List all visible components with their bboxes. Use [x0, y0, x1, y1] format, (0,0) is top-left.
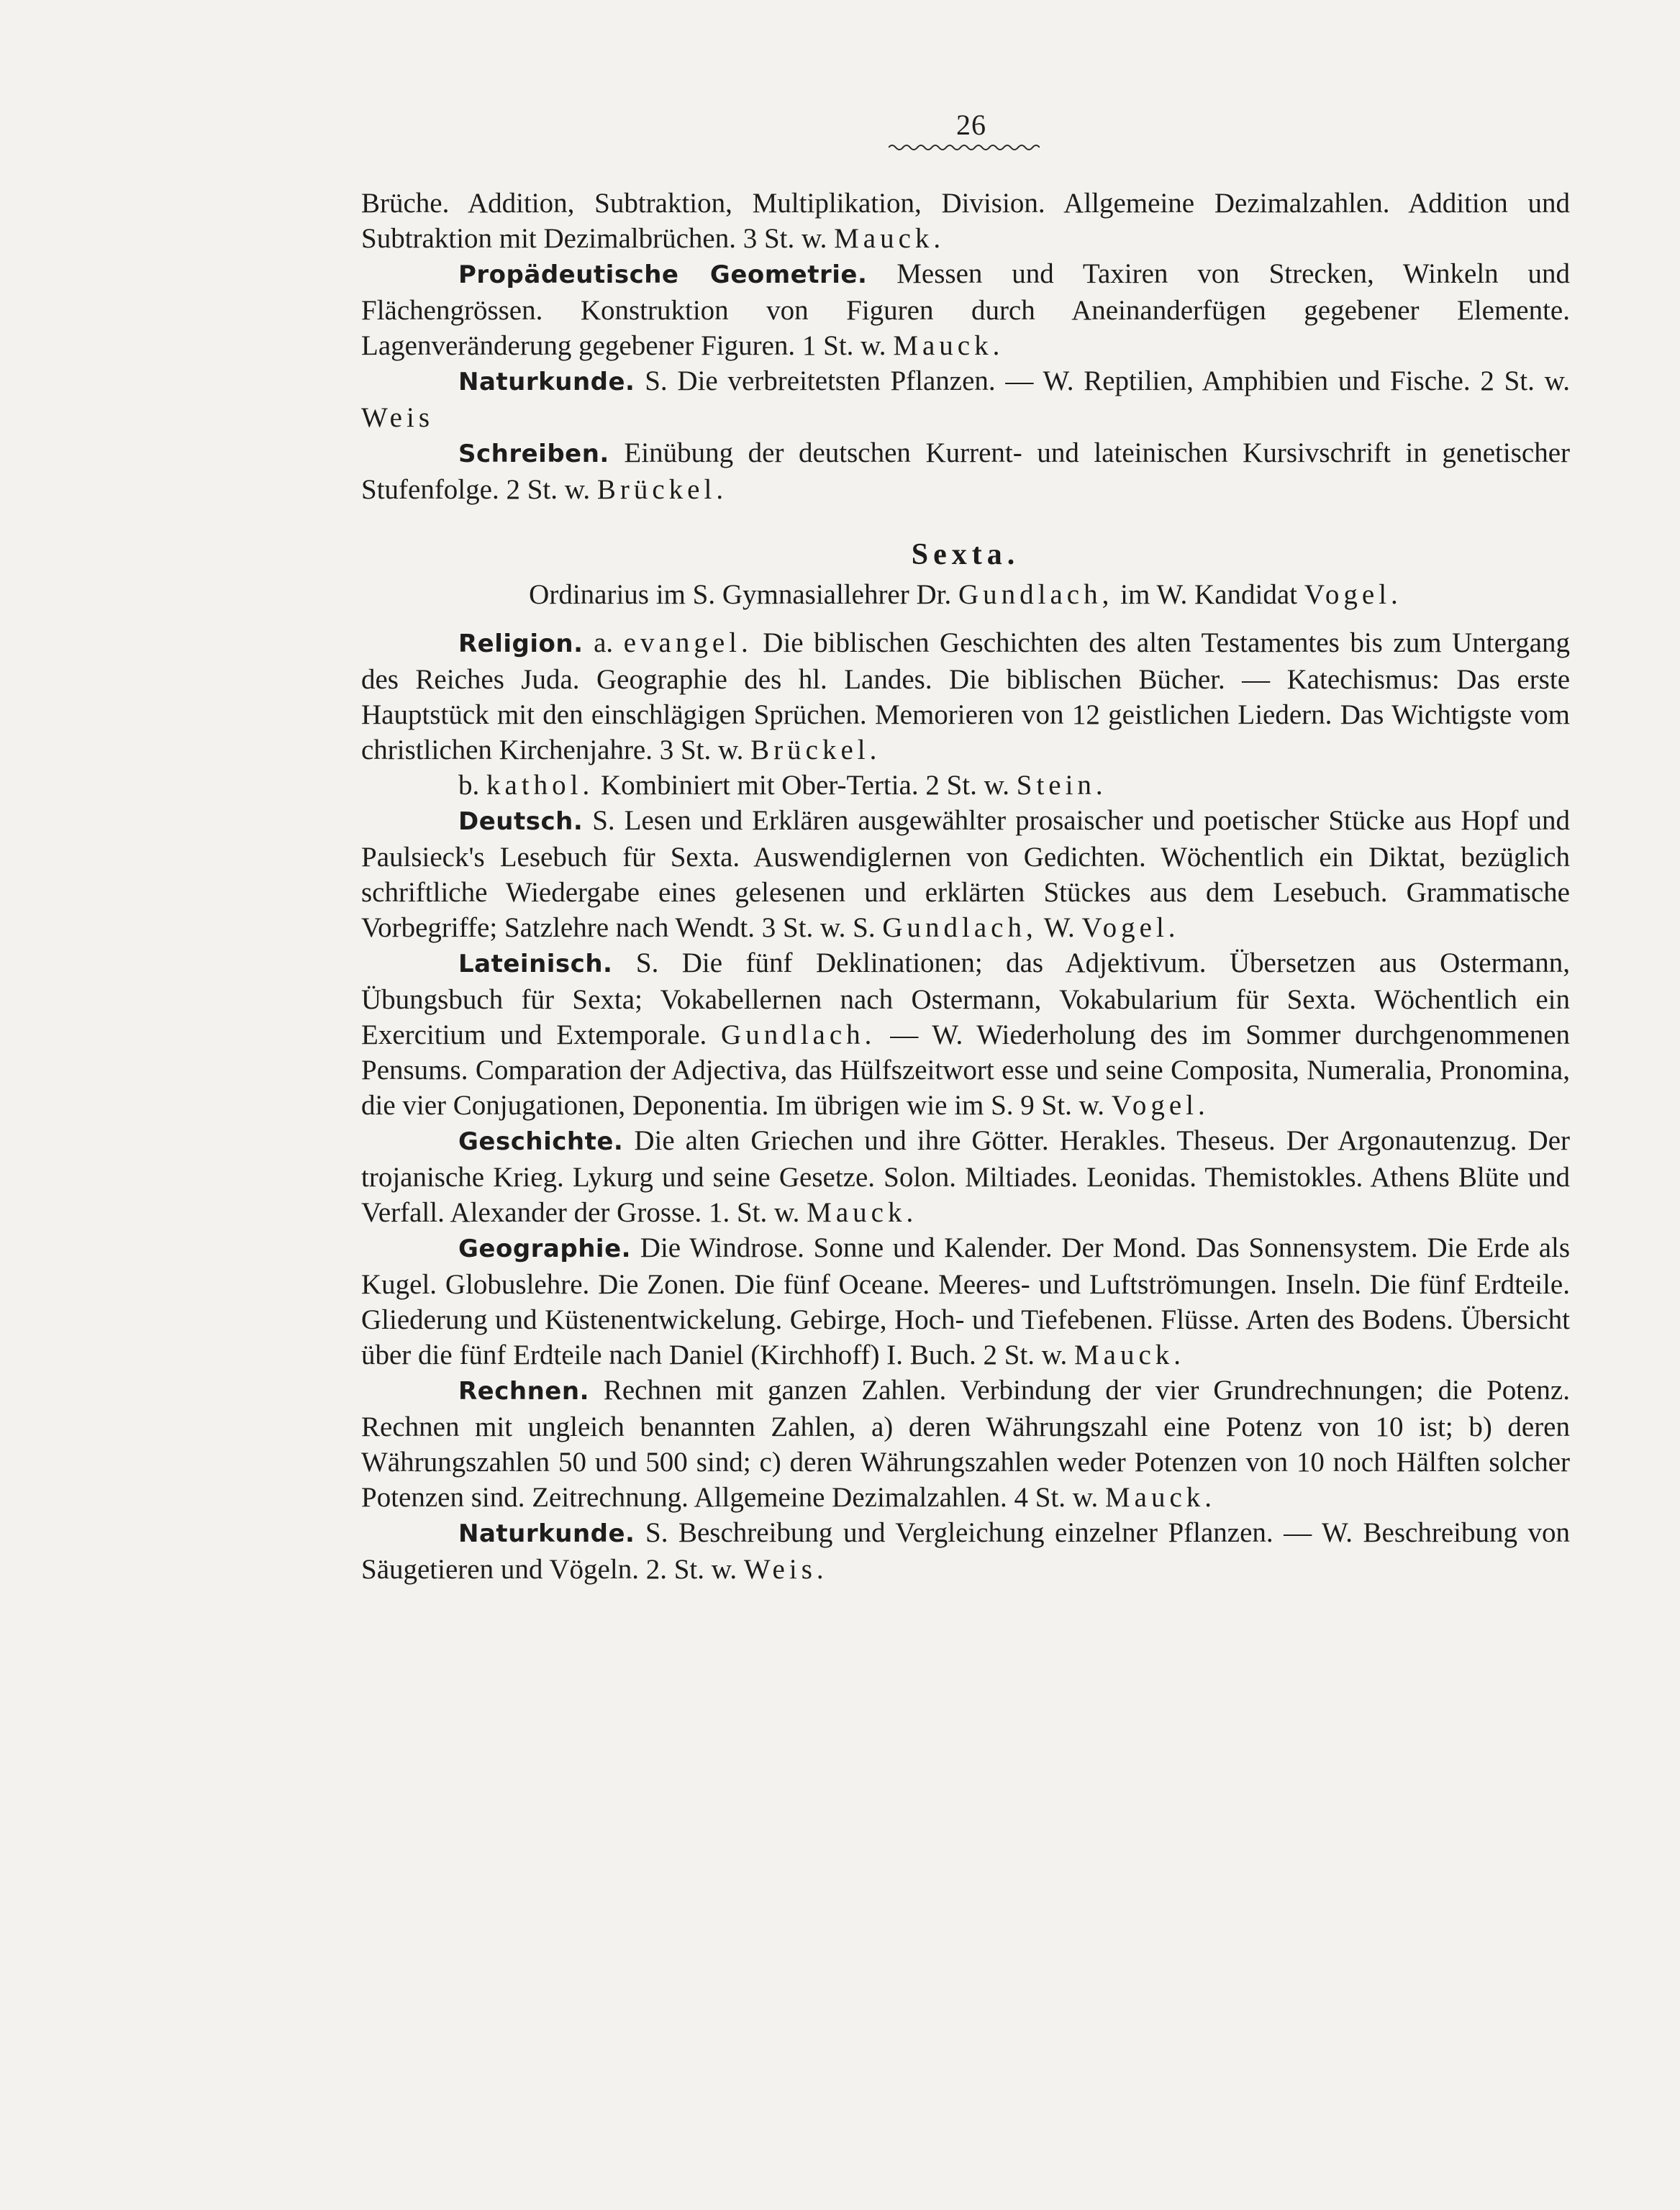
paragraph-text: Die alten Griechen und ihre Götter. Herakles. Theseus. Der Argonautenzug. Der trojanische Krieg. Lykurg und seine Gesetze. Solon. Miltiades. Leonidas. Themistokles. Athens Blüte und Verfall. Alexander der Grosse. 1. St. w. — [361, 1125, 1571, 1228]
teacher-name: Gundlach, — [882, 912, 1037, 943]
paragraph-geometrie — [361, 256, 1570, 363]
teacher-name: Mauck. — [834, 223, 945, 254]
teacher-name: Gundlach, — [958, 579, 1114, 610]
paragraph-deutsch — [361, 803, 1570, 945]
paragraph-text: Die Windrose. Sonne und Kalender. Der Mond. Das Sonnensystem. Die Erde als Kugel. Globuslehre. Die Zonen. Die fünf Oceane. Meeres- und Luftströmungen. Inseln. Die fünf Erdteile. Gliederung und Küstenentwickelung. Gebirge, Hoch- und Tiefebenen. Flüsse. Arten des Bodens. Übersicht über die fünf Erdteile nach Daniel (Kirchhoff) I. Buch. 2 St. w. — [361, 1232, 1571, 1370]
main-text — [361, 186, 1570, 1587]
paragraph-text-middle: W. — [1043, 912, 1075, 943]
subject-heading: Lateinisch. — [458, 950, 613, 978]
paragraph-text: S. Die fünf Deklinationen; das Adjektivum. Übersetzen aus Ostermann, Übungsbuch für Sexta; Vokabellernen nach Ostermann, Vokabularium für Sexta. Wöchentlich ein Exercitium und Extemporale. — [361, 947, 1570, 1050]
teacher-name: Vogel. — [1081, 912, 1180, 943]
paragraph-text: Einübung der deutschen Kurrent- und lateinischen Kursivschrift in genetischer Stufenfolge. 2 St. w. — [361, 437, 1571, 505]
teacher-name: Mauck. — [893, 330, 1004, 361]
paragraph-text: Brüche. Addition, Subtraktion, Multiplikation, Division. Allgemeine Dezimalzahlen. Addition und Subtraktion mit Dezimalbrüchen. 3 St. w. — [361, 188, 1570, 254]
teacher-name: Brückel. — [750, 735, 881, 765]
subject-heading: Geographie. — [458, 1234, 632, 1263]
paragraph-geographie — [361, 1230, 1570, 1373]
subject-heading: Religion. — [458, 629, 584, 658]
paragraph-text: — W. Wiederholung des im Sommer durchgenommenen Pensums. Comparation der Adjectiva, das Hülfszeitwort esse und seine Composita, Numeralia, Pronomina, die vier Conjugationen, Deponentia. Im übrigen wie im S. 9 St. w. — [361, 1019, 1571, 1121]
paragraph-text: Kombiniert mit Ober-Tertia. 2 St. w. — [600, 770, 1009, 801]
paragraph-geschichte — [361, 1123, 1570, 1230]
paragraph-text: S. Beschreibung und Vergleichung einzelner Pflanzen. — W. Beschreibung von Säugetieren und Vögeln. 2. St. w. — [361, 1517, 1570, 1585]
teacher-name: Vogel. — [1304, 579, 1402, 610]
page-number: 26 — [956, 109, 986, 141]
teacher-name: Mauck. — [807, 1197, 918, 1228]
teacher-name: Gundlach. — [721, 1019, 876, 1050]
teacher-name: Stein. — [1016, 770, 1107, 801]
paragraph-text: Messen und Taxiren von Strecken, Winkeln und Flächengrössen. Konstruktion von Figuren durch Aneinanderfügen gegebener Elemente. Lagenveränderung gegebener Figuren. 1 St. w. — [361, 258, 1570, 361]
ordinarius-middle: im W. Kandidat — [1120, 579, 1298, 610]
section-title-sexta: Sexta. — [911, 538, 1020, 571]
wavy-rule-ornament — [889, 142, 1040, 153]
paragraph-rechnen — [361, 1373, 1570, 1515]
subject-heading: Schreiben. — [458, 440, 609, 468]
teacher-name: Mauck. — [1073, 1340, 1186, 1370]
paragraph-schreiben — [361, 435, 1570, 507]
religion-label-b: b. — [458, 770, 480, 801]
ordinarius-line — [361, 577, 1570, 612]
paragraph-text: Rechnen mit ganzen Zahlen. Verbindung der vier Grundrechnungen; die Potenz. Rechnen mit ungleich benannten Zahlen, a) deren Währungszahl eine Potenz von 10 ist; b) deren Währungszahlen 50 und 500 sind; c) deren Währungszahlen weder Potenzen von 10 noch Hälften solcher Potenzen sind. Zeitrechnung. Allgemeine Dezimalzahlen. 4 St. w. — [361, 1375, 1570, 1513]
paragraph-text: S. Lesen und Erklären ausgewählter prosaischer und poetischer Stücke aus Hopf und Paulsieck's Lesebuch für Sexta. Auswendiglernen von Gedichten. Wöchentlich ein Diktat, bezüglich schriftliche Wiedergabe eines gelesenen und erklärten Stückes aus dem Lesebuch. Grammatische Vorbegriffe; Satzlehre nach Wendt. 3 St. w. S. — [361, 805, 1571, 943]
subject-heading: Naturkunde. — [458, 368, 635, 396]
religion-denomination-b: kathol. — [486, 770, 594, 801]
teacher-name: Weis. — [743, 1554, 828, 1585]
paragraph-religion — [361, 625, 1570, 768]
religion-label-a: a. — [594, 627, 614, 658]
subject-heading: Naturkunde. — [458, 1519, 635, 1548]
teacher-name: Weis — [361, 402, 435, 433]
subject-heading: Geschichte. — [458, 1127, 624, 1156]
subject-heading: Deutsch. — [458, 807, 584, 836]
paragraph-religion-b — [361, 768, 1570, 803]
paragraph-rechnen-continued — [361, 186, 1570, 256]
paragraph-lateinisch — [361, 945, 1570, 1123]
teacher-name: Mauck. — [1104, 1482, 1217, 1513]
teacher-name: Vogel. — [1111, 1090, 1209, 1121]
paragraph-naturkunde — [361, 363, 1570, 435]
paragraph-text: S. Die verbreitetsten Pflanzen. — W. Reptilien, Amphibien und Fische. 2 St. w. — [645, 365, 1570, 396]
ordinarius-prefix: Ordinarius im S. Gymnasiallehrer Dr. — [529, 579, 952, 610]
paragraph-naturkunde-sexta — [361, 1515, 1570, 1587]
subject-heading: Rechnen. — [458, 1377, 589, 1406]
teacher-name: Brückel. — [596, 474, 728, 505]
religion-denomination-a: evangel. — [623, 627, 753, 658]
paragraph-text: Die biblischen Geschichten des alten Testamentes bis zum Untergang des Reiches Juda. Geographie des hl. Landes. Die biblischen Bücher. — Katechismus: Das erste Hauptstück mit den einschlägigen Sprüchen. Memorieren von 12 geistlichen Liedern. Das Wichtigste vom christlichen Kirchenjahre. 3 St. w. — [361, 627, 1570, 765]
subject-heading: Propädeutische Geometrie. — [458, 260, 868, 289]
